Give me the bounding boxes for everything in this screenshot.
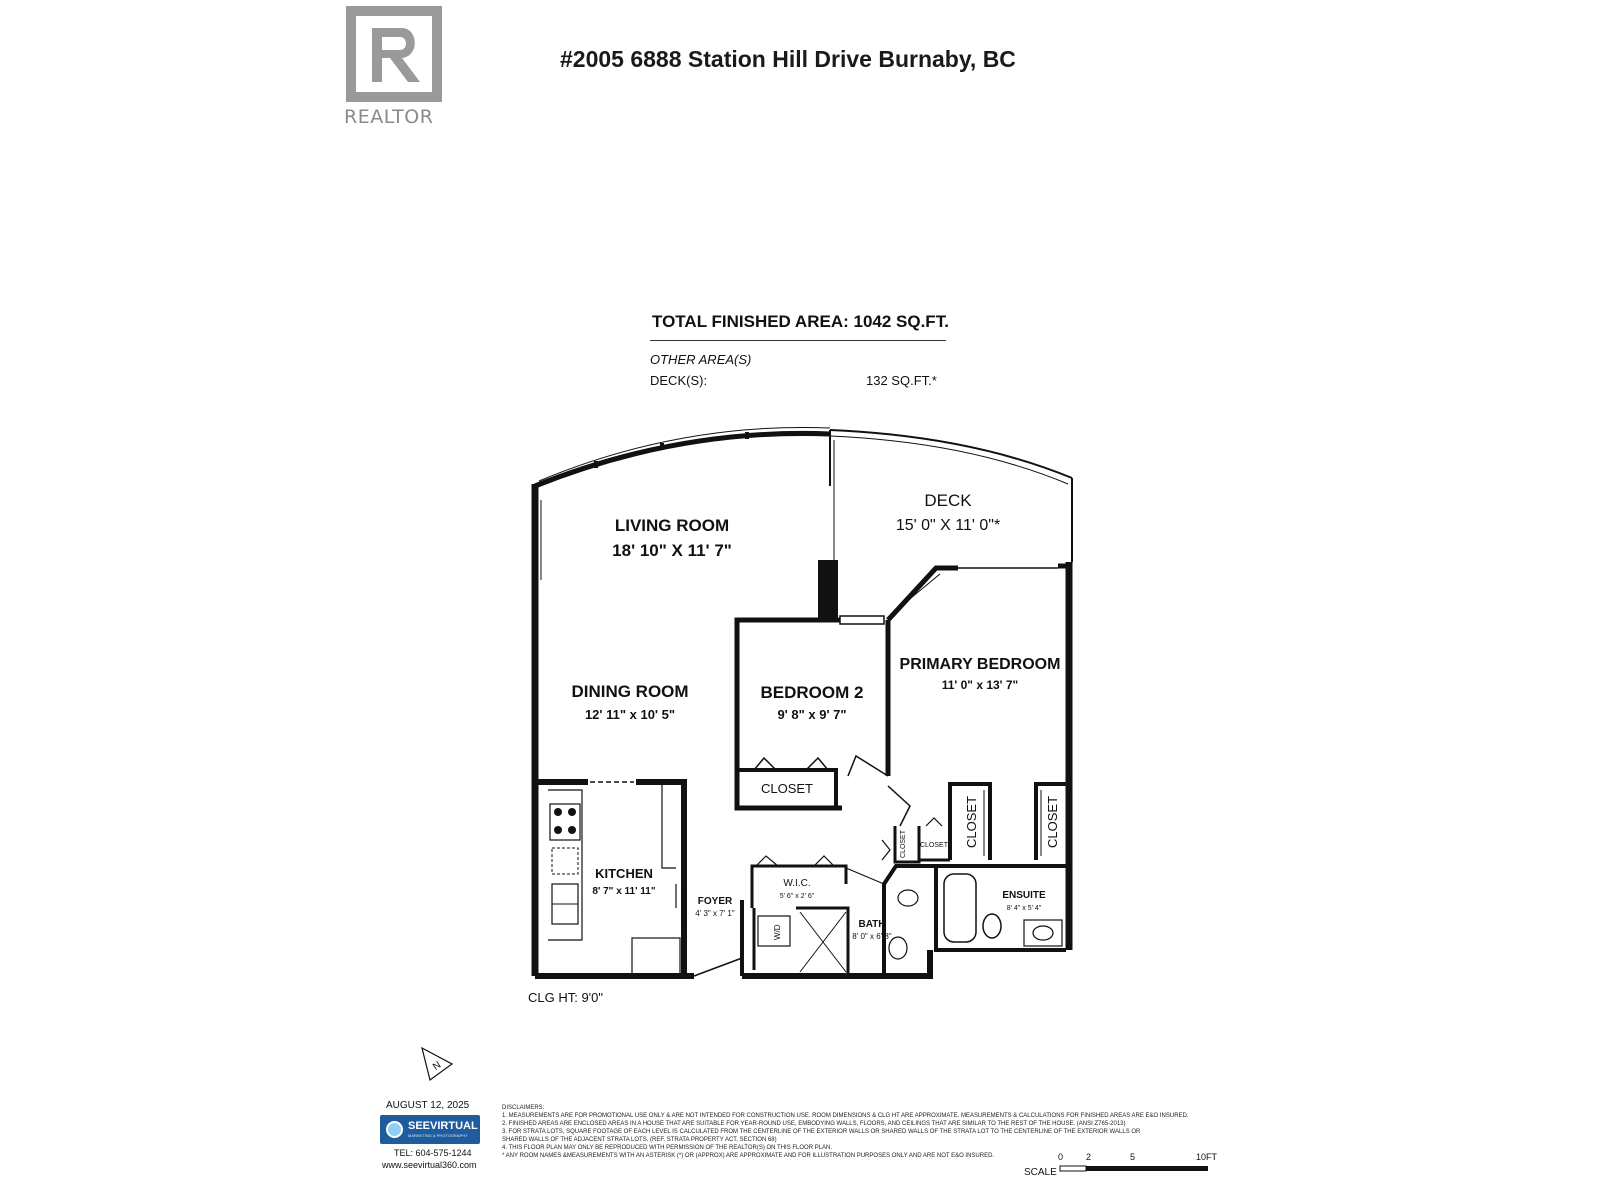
hall-closet-door: [882, 840, 890, 860]
bath-dims: 8' 0" x 6' 8": [852, 932, 892, 941]
hall-closet-label: CLOSET: [900, 829, 907, 858]
shower-icon: [800, 912, 846, 972]
living-room-label: LIVING ROOM: [614, 516, 730, 535]
disclaimer-line: 1. MEASUREMENTS ARE FOR PROMOTIONAL USE ONLY & ARE NOT INTENDED FOR CONSTRUCTION USE. ROOM DIMENSIONS & CLG HT ARE APPROXIMATE. MEASUREMENTS & CALCULATIONS FOR FINISHED AREAS ARE E&O INSURED.: [502, 1113, 1189, 1119]
bottom-wall-right: [742, 950, 930, 976]
bedroom2-door-swing: [848, 756, 888, 776]
foyer-dims: 4' 3" x 7' 1": [695, 909, 735, 918]
seevirtual-logo: [380, 1115, 480, 1144]
disclaimer-line: 3. FOR STRATA LOTS, SQUARE FOOTAGE OF EACH LEVEL IS CALCULATED FROM THE CENTERLINE OF THE EXTERIOR WALLS OR SHARED WALLS OF THE STRATA LOT TO THE CENTERLINE OF THE EXTERIOR WALLS OR: [502, 1129, 1141, 1135]
scale-tick-10: 10FT: [1196, 1152, 1218, 1162]
primary-closet-right-label: CLOSET: [1045, 795, 1060, 848]
small-closet-door: [926, 818, 942, 826]
plan-date: AUGUST 12, 2025: [386, 1100, 470, 1111]
burner-icon: [568, 808, 576, 816]
scale-label: SCALE: [1024, 1167, 1057, 1178]
burner-icon: [568, 826, 576, 834]
bath-label: BATH: [858, 919, 886, 930]
ensuite-walls: [936, 866, 1066, 950]
ceiling-height: CLG HT: 9'0": [528, 990, 604, 1005]
deck-area-label: DECK(S):: [650, 373, 708, 388]
bath-sink-icon: [898, 890, 918, 906]
kitchen-counter: [548, 790, 582, 940]
wic-dims: 5' 6" x 2' 6": [779, 893, 815, 900]
globe-icon: [386, 1121, 403, 1138]
primary-closet-left-label: CLOSET: [964, 795, 979, 848]
bedroom2-window: [840, 616, 884, 624]
living-window-wall: [535, 433, 830, 486]
kitchen-island: [662, 782, 676, 908]
bedroom2-dims: 9' 8" x 9' 7": [777, 707, 847, 722]
realtor-r-mark-icon: [346, 6, 442, 102]
floor-plan: [520, 420, 1080, 990]
divider: [650, 340, 946, 341]
ensuite-sink-icon: [1033, 926, 1053, 940]
hall-closet: [895, 826, 919, 862]
primary-angled-window: [894, 574, 940, 612]
ensuite-vanity: [1024, 920, 1062, 946]
living-room-dims: 18' 10" X 11' 7": [612, 541, 732, 560]
brand-name: SEEVIRTUAL: [408, 1120, 478, 1132]
scale-segment: [1060, 1166, 1086, 1171]
scale-segment: [1132, 1166, 1208, 1171]
disclaimer-line: * ANY ROOM NAMES &MEASUREMENTS WITH AN ASTERISK (*) OR (APPROX) ARE APPROXIMATE AND FOR ILLUSTRATION PURPOSES ONLY AND ARE NOT E&O INSURED.: [502, 1153, 995, 1159]
realtor-logo: [344, 6, 446, 128]
deck-railing: [830, 430, 1072, 478]
scale-tick-2: 2: [1086, 1152, 1092, 1162]
website-link[interactable]: www.seevirtual360.com: [382, 1160, 477, 1170]
deck-area-value: 132 SQ.FT.*: [866, 373, 937, 388]
dining-room-dims: 12' 11" x 10' 5": [584, 707, 676, 722]
shower-walls: [796, 908, 848, 976]
burner-icon: [554, 808, 562, 816]
disclaimer-line: 4. THIS FLOOR PLAN MAY ONLY BE REPRODUCED WITH PERMISSION OF THE REALTOR(S) ON THIS FLOOR PLAN.: [502, 1145, 833, 1151]
stove-icon: [550, 804, 580, 840]
bathtub-icon: [944, 874, 976, 942]
phone-number: TEL: 604-575-1244: [394, 1148, 472, 1158]
kitchen-label: KITCHEN: [595, 866, 653, 881]
burner-icon: [554, 826, 562, 834]
realtor-wordmark: REALTOR: [344, 106, 434, 128]
dining-room-label: DINING ROOM: [571, 682, 689, 701]
total-finished-area: TOTAL FINISHED AREA: 1042 SQ.FT.: [652, 312, 949, 331]
disclaimer-line: 2. FINISHED AREAS ARE ENCLOSED AREAS IN A HOUSE THAT ARE SUITABLE FOR YEAR-ROUND USE, EMBODYING WALLS, FLOORS, AND CEILINGS THAT ARE SIMILAR TO THE REST OF THE HOUSE. (ANSI Z765-2013): [502, 1121, 1126, 1127]
structural-column: [818, 560, 838, 620]
other-areas-heading: OTHER AREA(S): [650, 352, 752, 367]
wic-label: W.I.C.: [783, 878, 811, 889]
scale-bar: [1020, 1150, 1220, 1180]
scale-tick-5: 5: [1130, 1152, 1136, 1162]
disclaimer-line: SHARED WALLS OF THE ADJACENT STRATA LOTS. (REF. STRATA PROPERTY ACT, SECTION 68): [502, 1137, 777, 1143]
foyer-label: FOYER: [697, 896, 733, 907]
north-letter: N: [431, 1059, 444, 1073]
deck-dims: 15' 0" X 11' 0"*: [895, 517, 1001, 534]
washer-dryer-label: W/D: [773, 924, 782, 940]
dishwasher-icon: [552, 848, 578, 874]
hall-small-closet-label: CLOSET: [919, 842, 949, 849]
ensuite-label: ENSUITE: [1002, 890, 1046, 901]
fridge-icon: [632, 938, 680, 974]
primary-door-swing: [888, 786, 910, 826]
bedroom2-closet-label: CLOSET: [760, 781, 814, 796]
disclaimers-heading: DISCLAIMERS:: [502, 1105, 545, 1111]
primary-bedroom-dims: 11' 0" x 13' 7": [941, 678, 1019, 692]
wic-door-swing: [846, 868, 884, 884]
bedroom2-label: BEDROOM 2: [760, 683, 864, 702]
primary-bedroom-label: PRIMARY BEDROOM: [899, 656, 1061, 673]
scale-tick-0: 0: [1058, 1152, 1064, 1162]
kitchen-dims: 8' 7" x 11' 11": [592, 886, 656, 897]
ensuite-toilet-icon: [983, 914, 1001, 938]
page-title: #2005 6888 Station Hill Drive Burnaby, BC: [560, 46, 1016, 72]
deck-label: DECK: [924, 491, 972, 510]
brand-tagline: MARKETING & PHOTOGRAPHY: [408, 1133, 468, 1138]
primary-angled-wall: [888, 568, 958, 620]
north-arrow-icon: [418, 1046, 458, 1086]
ensuite-dims: 8' 4" x 5' 4": [1006, 905, 1042, 912]
entry-door-swing: [694, 958, 742, 976]
scale-segment: [1086, 1166, 1132, 1171]
